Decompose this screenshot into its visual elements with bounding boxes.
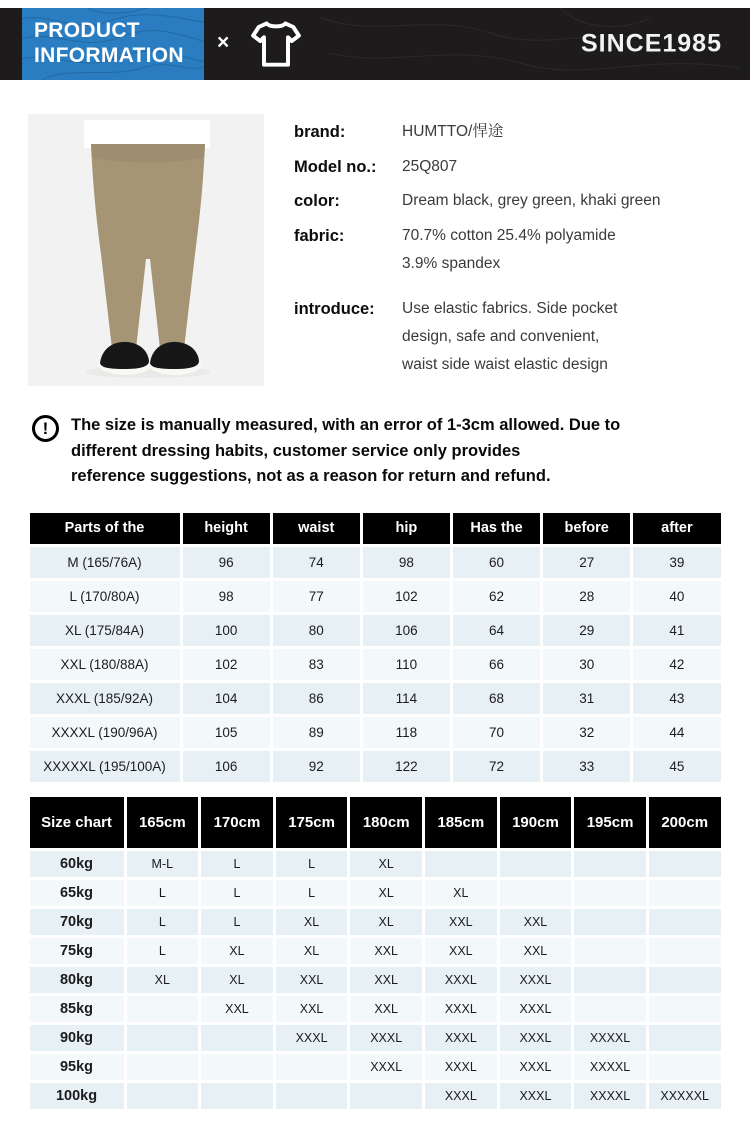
brand-value: HUMTTO/悍途: [402, 123, 504, 140]
cell: 83: [273, 649, 360, 680]
introduce-line2: design, safe and convenient,: [402, 327, 600, 345]
column-header: Parts of the: [30, 513, 180, 544]
notice-text: [71, 413, 620, 490]
cell: 105: [183, 717, 270, 748]
cell: 122: [363, 751, 450, 782]
cell: XXXL: [500, 967, 572, 993]
cell: [425, 851, 497, 877]
cell: 28: [543, 581, 630, 612]
column-header: 175cm: [276, 797, 348, 848]
size-label: M (165/76A): [30, 547, 180, 578]
notice-line3: reference suggestions, not as a reason for return and refund.: [71, 467, 551, 486]
cell: 64: [453, 615, 540, 646]
weight-label: 70kg: [30, 909, 124, 935]
cell: [649, 938, 721, 964]
size-chart-header-row: [30, 797, 721, 848]
brand-box: [22, 8, 204, 80]
column-header: waist: [273, 513, 360, 544]
table-row: [30, 967, 721, 993]
cell: XXL: [500, 909, 572, 935]
cell: [350, 1083, 422, 1109]
size-label: XXXL (185/92A): [30, 683, 180, 714]
cell: XXXL: [500, 1083, 572, 1109]
introduce-value: [402, 295, 617, 379]
cell: M-L: [127, 851, 199, 877]
cell: XXL: [350, 967, 422, 993]
cell: 33: [543, 751, 630, 782]
table-row: [30, 615, 721, 646]
column-header: Size chart: [30, 797, 124, 848]
introduce-label: introduce:: [294, 299, 375, 318]
cell: XXL: [201, 996, 273, 1022]
cell: XL: [276, 938, 348, 964]
cell: 106: [183, 751, 270, 782]
cell: XL: [127, 967, 199, 993]
cell: XXXL: [425, 1083, 497, 1109]
cell: 70: [453, 717, 540, 748]
cell: L: [276, 880, 348, 906]
cell: 89: [273, 717, 360, 748]
cell: 44: [633, 717, 720, 748]
cell: 80: [273, 615, 360, 646]
tshirt-icon: [246, 15, 306, 75]
cell: XXXL: [425, 1054, 497, 1080]
cell: [127, 1083, 199, 1109]
cell: 114: [363, 683, 450, 714]
cell: L: [201, 851, 273, 877]
size-label: XXXXL (190/96A): [30, 717, 180, 748]
cell: 62: [453, 581, 540, 612]
cell: XXL: [425, 909, 497, 935]
cell: 96: [183, 547, 270, 578]
cell: 77: [273, 581, 360, 612]
table-row: [30, 909, 721, 935]
fabric-line2: 3.9% spandex: [402, 254, 501, 272]
weight-label: 85kg: [30, 996, 124, 1022]
cell: 102: [183, 649, 270, 680]
size-notice: [0, 413, 750, 490]
cell: 98: [363, 547, 450, 578]
cell: XXXL: [425, 996, 497, 1022]
cell: 66: [453, 649, 540, 680]
cell: [574, 967, 646, 993]
introduce-line1: Use elastic fabrics. Side pocket: [402, 299, 618, 317]
cell: 102: [363, 581, 450, 612]
cell: [127, 1025, 199, 1051]
cell: [649, 851, 721, 877]
cell: 41: [633, 615, 720, 646]
cell: XXL: [350, 938, 422, 964]
product-photo: [28, 114, 264, 386]
cell: L: [127, 938, 199, 964]
cell: 27: [543, 547, 630, 578]
cell: L: [127, 880, 199, 906]
cell: XXXL: [500, 1025, 572, 1051]
cell: L: [201, 880, 273, 906]
cell: 29: [543, 615, 630, 646]
product-info: [294, 114, 722, 386]
table-row: [30, 683, 721, 714]
cell: 30: [543, 649, 630, 680]
cell: 110: [363, 649, 450, 680]
color-value: Dream black, grey green, khaki green: [402, 192, 661, 210]
fabric-value: [402, 222, 616, 278]
since-label: SINCE1985: [580, 29, 722, 58]
cell: [127, 1054, 199, 1080]
cell: [201, 1025, 273, 1051]
cell: [500, 851, 572, 877]
cell: XXXL: [500, 996, 572, 1022]
cell: XL: [350, 880, 422, 906]
table-row: [30, 1025, 721, 1051]
table-row: [30, 1083, 721, 1109]
measurements-table: [27, 510, 724, 785]
cell: [574, 996, 646, 1022]
cell: 100: [183, 615, 270, 646]
weight-label: 65kg: [30, 880, 124, 906]
pants-image: [28, 114, 264, 386]
cell: 118: [363, 717, 450, 748]
cell: 39: [633, 547, 720, 578]
table-row: [30, 717, 721, 748]
cell: 74: [273, 547, 360, 578]
table-row: [30, 581, 721, 612]
cell: XXXXXL: [649, 1083, 721, 1109]
field-fabric: [294, 222, 722, 278]
field-introduce: [294, 295, 722, 379]
cell: XXXL: [350, 1054, 422, 1080]
header-bar: [0, 8, 750, 80]
weight-label: 100kg: [30, 1083, 124, 1109]
table-row: [30, 996, 721, 1022]
cell: L: [276, 851, 348, 877]
size-label: XXL (180/88A): [30, 649, 180, 680]
notice-line1: The size is manually measured, with an error of 1-3cm allowed. Due to: [71, 416, 621, 434]
field-brand: [294, 118, 722, 148]
cell: [649, 996, 721, 1022]
column-header: Has the: [453, 513, 540, 544]
cell: XL: [201, 938, 273, 964]
weight-label: 90kg: [30, 1025, 124, 1051]
cell: XXXL: [425, 1025, 497, 1051]
cell: 86: [273, 683, 360, 714]
notice-line2: different dressing habits, customer service only provides: [71, 441, 521, 460]
column-header: 190cm: [500, 797, 572, 848]
size-label: L (170/80A): [30, 581, 180, 612]
model-label: Model no.:: [294, 157, 377, 176]
cell: L: [201, 909, 273, 935]
cell: 43: [633, 683, 720, 714]
cell: [649, 880, 721, 906]
cell: [649, 909, 721, 935]
size-label: XXXXXL (195/100A): [30, 751, 180, 782]
cell: 32: [543, 717, 630, 748]
cell: XXXL: [500, 1054, 572, 1080]
cell: XL: [201, 967, 273, 993]
cell: L: [127, 909, 199, 935]
cell: 31: [543, 683, 630, 714]
cell: [201, 1054, 273, 1080]
cell: 40: [633, 581, 720, 612]
size-chart-table: [27, 794, 724, 1112]
cell: [649, 1025, 721, 1051]
column-header: before: [543, 513, 630, 544]
cell: XL: [276, 909, 348, 935]
cell: XL: [350, 909, 422, 935]
cell: 104: [183, 683, 270, 714]
table-row: [30, 938, 721, 964]
cell: XXXL: [350, 1025, 422, 1051]
cell: 42: [633, 649, 720, 680]
cell: [574, 851, 646, 877]
cell: XXL: [276, 996, 348, 1022]
introduce-line3: waist side waist elastic design: [402, 355, 608, 373]
fabric-label: fabric:: [294, 227, 345, 246]
cell: 98: [183, 581, 270, 612]
table-row: [30, 1054, 721, 1080]
cell: XXXL: [425, 967, 497, 993]
cell: [574, 880, 646, 906]
size-label: XL (175/84A): [30, 615, 180, 646]
cell: XXXXL: [574, 1054, 646, 1080]
table-row: [30, 880, 721, 906]
cell: [649, 967, 721, 993]
cell: [201, 1083, 273, 1109]
cell: [276, 1054, 348, 1080]
field-color: [294, 187, 722, 217]
model-value: 25Q807: [402, 157, 458, 175]
column-header: hip: [363, 513, 450, 544]
cell: 92: [273, 751, 360, 782]
cell: XXXXL: [574, 1083, 646, 1109]
measurements-header-row: [30, 513, 721, 544]
cell: [276, 1083, 348, 1109]
cell: [127, 996, 199, 1022]
column-header: 200cm: [649, 797, 721, 848]
table-row: [30, 751, 721, 782]
column-header: 195cm: [574, 797, 646, 848]
cell: [574, 909, 646, 935]
cell: XXL: [425, 938, 497, 964]
cell: [649, 1054, 721, 1080]
column-header: 170cm: [201, 797, 273, 848]
cell: 106: [363, 615, 450, 646]
header-title-line2: INFORMATION: [34, 44, 184, 67]
table-row: [30, 547, 721, 578]
cell: [500, 880, 572, 906]
weight-label: 60kg: [30, 851, 124, 877]
column-header: 180cm: [350, 797, 422, 848]
table-row: [30, 851, 721, 877]
cell: XXL: [500, 938, 572, 964]
field-model: [294, 153, 722, 183]
fabric-line1: 70.7% cotton 25.4% polyamide: [402, 227, 616, 245]
weight-label: 80kg: [30, 967, 124, 993]
exclamation-circle-icon: !: [32, 415, 59, 442]
weight-label: 95kg: [30, 1054, 124, 1080]
multiply-icon: ×: [217, 31, 230, 55]
cell: XXXXL: [574, 1025, 646, 1051]
product-section: [0, 114, 750, 386]
column-header: after: [633, 513, 720, 544]
cell: XXL: [350, 996, 422, 1022]
cell: 60: [453, 547, 540, 578]
cell: [574, 938, 646, 964]
brand-label: brand:: [294, 123, 346, 141]
weight-label: 75kg: [30, 938, 124, 964]
table-row: [30, 649, 721, 680]
cell: 72: [453, 751, 540, 782]
header-title-line1: PRODUCT: [34, 19, 140, 43]
cell: 45: [633, 751, 720, 782]
column-header: 165cm: [127, 797, 199, 848]
column-header: 185cm: [425, 797, 497, 848]
cell: XL: [425, 880, 497, 906]
cell: 68: [453, 683, 540, 714]
column-header: height: [183, 513, 270, 544]
cell: XL: [350, 851, 422, 877]
cell: XXL: [276, 967, 348, 993]
cell: XXXL: [276, 1025, 348, 1051]
color-label: color:: [294, 192, 340, 211]
